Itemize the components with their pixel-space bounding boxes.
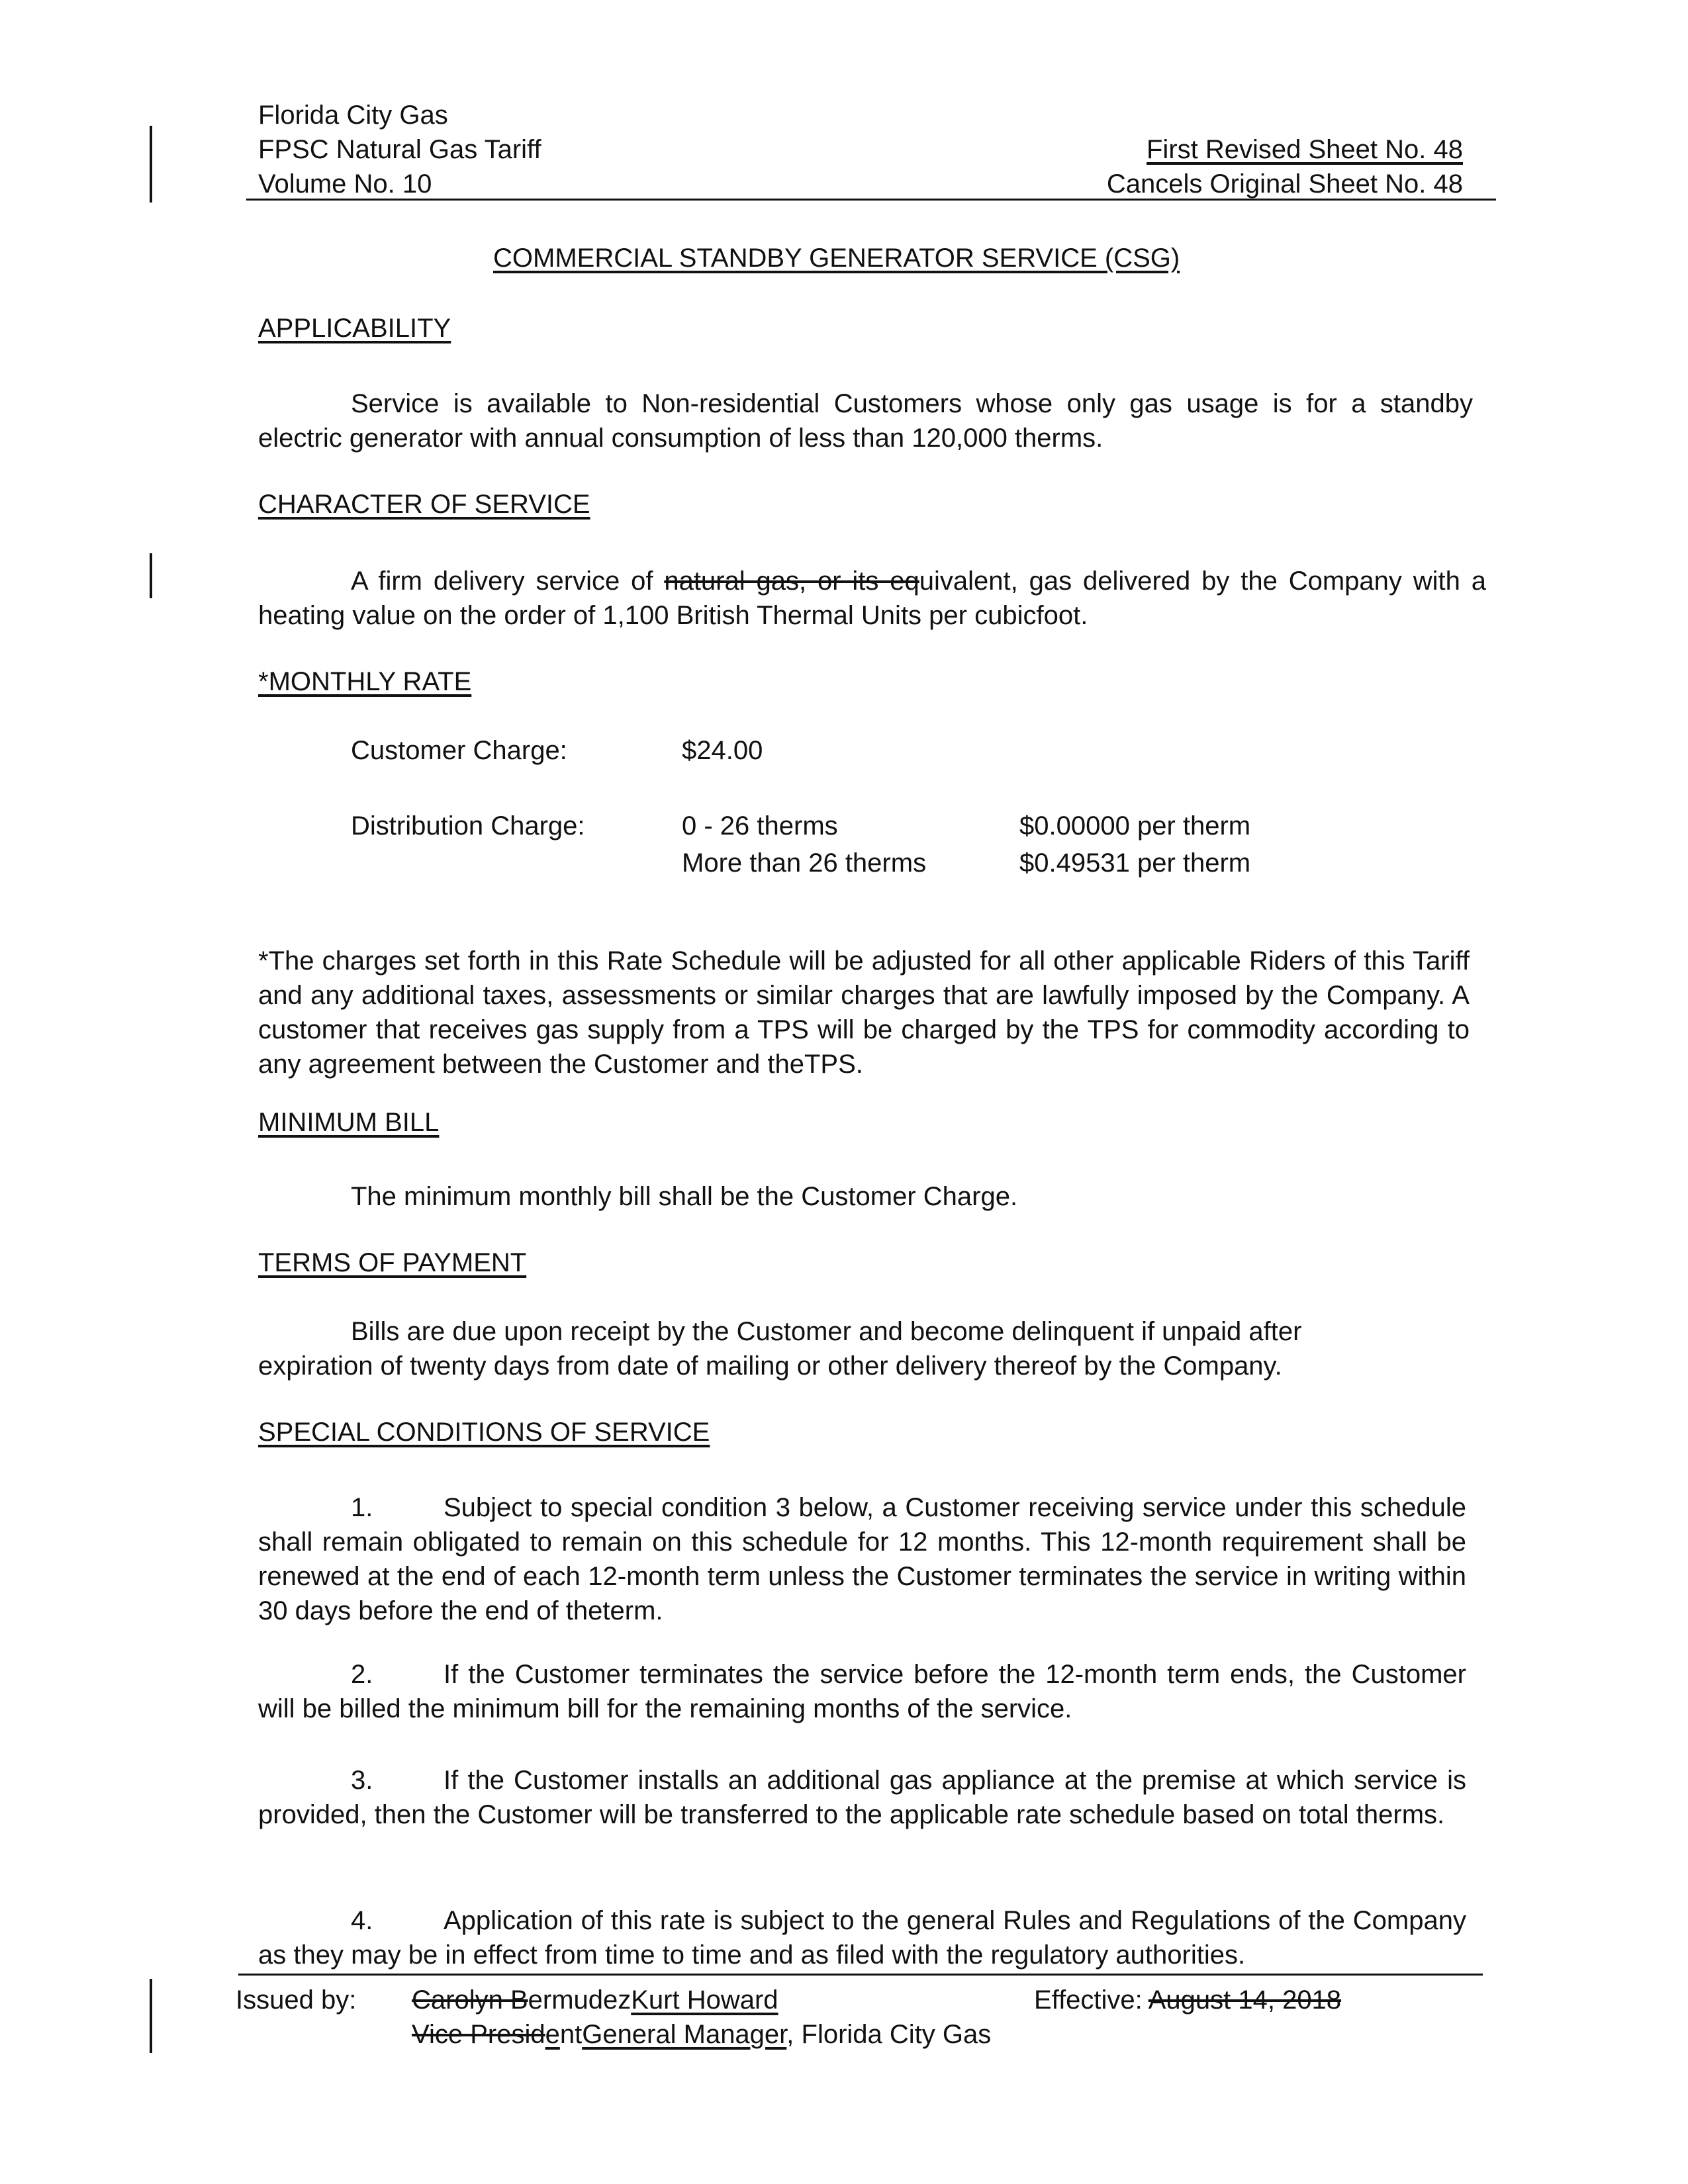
issuer-name xyxy=(412,1983,778,2017)
company-name: Florida City Gas xyxy=(258,101,448,130)
issuer-title-struck: Vice Presid xyxy=(412,2020,545,2049)
revision-bar-footer xyxy=(150,1979,152,2053)
revision-bar-character xyxy=(150,553,152,598)
applicability-text: Service is available to Non-residential Customers whose only gas usage is for a standby electric generator with annual consumption of less than 120,000 therms. xyxy=(258,389,1473,453)
issuer-title-e: e xyxy=(545,2020,560,2049)
issuer-title-new: General Manager xyxy=(582,2020,787,2049)
tariff-name: FPSC Natural Gas Tariff xyxy=(258,135,541,164)
monthly-rate-heading: *MONTHLY RATE xyxy=(258,667,472,696)
applicability-heading: APPLICABILITY xyxy=(258,314,451,343)
minimum-bill-heading: MINIMUM BILL xyxy=(258,1108,440,1137)
issuer-title-post: , Florida City Gas xyxy=(786,2020,992,2049)
effective-label: Effective: xyxy=(1034,1985,1149,2015)
condition-number: 4. xyxy=(351,1906,373,1935)
character-text xyxy=(258,564,1486,633)
condition-text: Subject to special condition 3 below, a Customer receiving service under this schedule shall remain obligated to remain on this schedule for 12 months. This 12-month requirement shall be renewed at the end of each 12-month term unless the Customer terminates the service in writing within 30 days before the end of theterm. xyxy=(258,1493,1466,1625)
character-text-post: uivalent, gas delivered by the Company with a heating value on the order of 1,100 British Thermal Units per cubicfoot. xyxy=(258,567,1487,630)
condition-text: If the Customer installs an additional gas appliance at the premise at which service is provided, then the Customer will be transferred to the applicable rate schedule based on total therms. xyxy=(258,1766,1466,1829)
issued-by-label: Issued by: xyxy=(236,1985,357,2015)
distribution-charge-row xyxy=(351,809,1344,843)
special-condition-item xyxy=(258,1763,1466,1832)
condition-number: 1. xyxy=(351,1493,373,1522)
condition-number: 2. xyxy=(351,1660,373,1689)
tier-range: 0 - 26 therms xyxy=(682,811,838,841)
tier-rate: $0.00000 per therm xyxy=(1019,811,1251,841)
rate-footnote: *The charges set forth in this Rate Schedule will be adjusted for all other applicable Riders of this Tariff and any additional taxes, assessments or similar charges that are lawfully imposed by the Company. A customer that receives gas supply from a TPS will be charged by the TPS for commodity according to any agreement between the Customer and theTPS. xyxy=(258,946,1470,1079)
cancels-sheet: Cancels Original Sheet No. 48 xyxy=(1106,169,1463,199)
customer-charge-label: Customer Charge: xyxy=(351,736,567,765)
effective-date-struck: August 14, 2018 xyxy=(1148,1985,1342,2015)
customer-charge-value: $24.00 xyxy=(682,736,763,765)
minimum-bill-text: The minimum monthly bill shall be the Customer Charge. xyxy=(351,1182,1018,1211)
footer-rule xyxy=(238,1974,1483,1976)
special-condition-item xyxy=(258,1657,1466,1726)
tier-range: More than 26 therms xyxy=(682,848,927,878)
customer-charge-row xyxy=(351,733,1344,768)
effective-date xyxy=(1034,1983,1341,2017)
character-text-struck: natural gas, or its eq xyxy=(664,567,919,596)
issuer-name-struck: Carolyn B xyxy=(412,1985,528,2015)
revision-bar-header xyxy=(150,126,152,203)
volume-number: Volume No. 10 xyxy=(258,169,432,199)
character-text-pre: A firm delivery service of xyxy=(351,567,665,596)
tier-rate: $0.49531 per therm xyxy=(1019,848,1251,878)
special-condition-item xyxy=(258,1903,1466,1972)
special-condition-item xyxy=(258,1490,1466,1628)
issuer-name-new: Kurt Howard xyxy=(631,1985,778,2015)
terms-heading: TERMS OF PAYMENT xyxy=(258,1248,527,1277)
issuer-title-mid: nt xyxy=(559,2020,583,2049)
sheet-number: First Revised Sheet No. 48 xyxy=(1147,135,1463,164)
special-conditions-heading: SPECIAL CONDITIONS OF SERVICE xyxy=(258,1418,710,1447)
terms-text: Bills are due upon receipt by the Customer and become delinquent if unpaid after expiration of twenty days from date of mailing or other delivery thereof by the Company. xyxy=(258,1317,1302,1381)
header-rule xyxy=(246,199,1496,201)
condition-number: 3. xyxy=(351,1766,373,1795)
condition-text: If the Customer terminates the service before the 12-month term ends, the Customer will be billed the minimum bill for the remaining months of the service. xyxy=(258,1660,1466,1723)
distribution-charge-label: Distribution Charge: xyxy=(351,811,585,841)
character-heading: CHARACTER OF SERVICE xyxy=(258,490,590,519)
issuer-title xyxy=(412,2017,991,2052)
page-title: COMMERCIAL STANDBY GENERATOR SERVICE (CSG) xyxy=(493,244,1180,273)
distribution-tier-row xyxy=(351,846,1344,880)
condition-text: Application of this rate is subject to the general Rules and Regulations of the Company as they may be in effect from time to time and as filed with the regulatory authorities. xyxy=(258,1906,1466,1970)
issuer-name-mid: ermudez xyxy=(528,1985,632,2015)
